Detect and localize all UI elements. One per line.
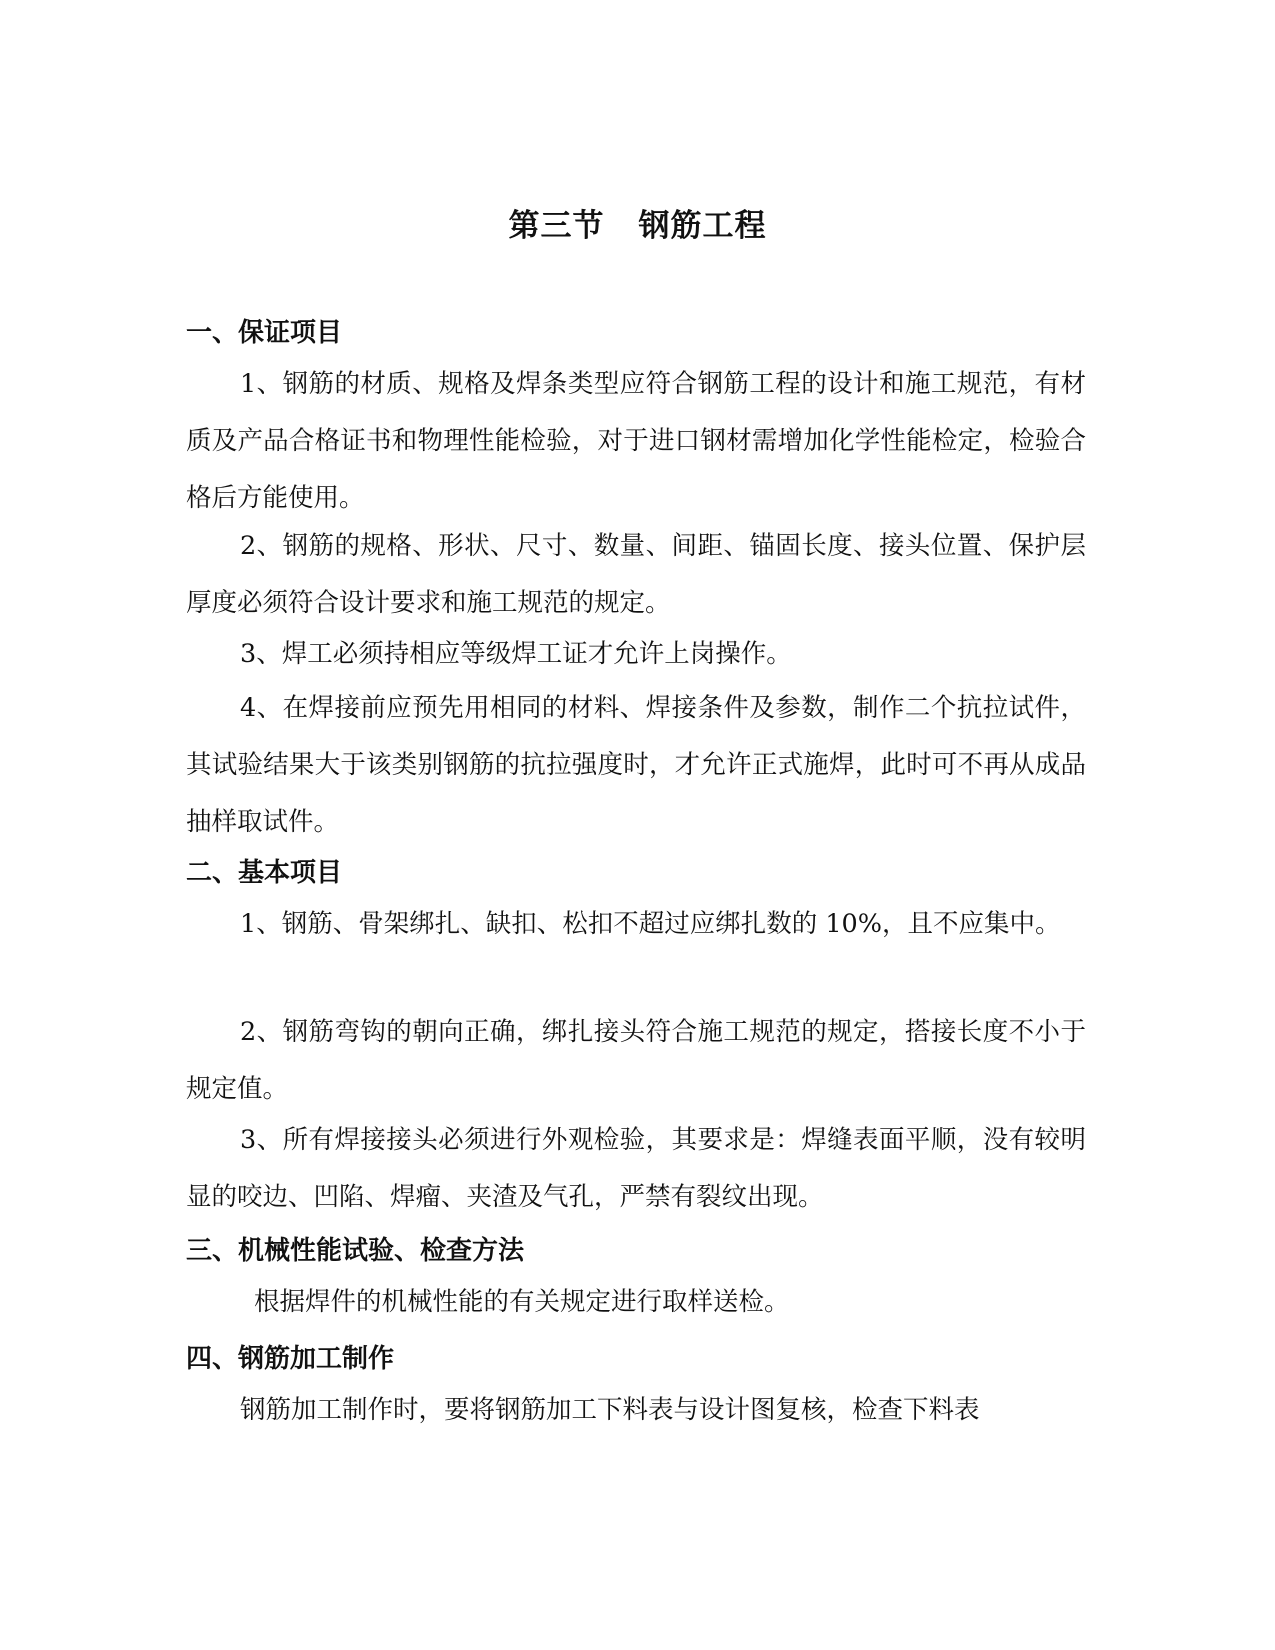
section-heading-4: 四、钢筋加工制作 — [186, 1344, 395, 1374]
paragraph-2-3: 3、所有焊接接头必须进行外观检验，其要求是：焊缝表面平顺，没有较明显的咬边、凹陷、焊瘤、夹渣及气孔，严禁有裂纹出现。 — [186, 1125, 1086, 1212]
section-heading-2: 二、基本项目 — [186, 858, 343, 888]
title-section-name: 钢筋工程 — [638, 208, 767, 244]
paragraph-2-2: 2、钢筋弯钩的朝向正确，绑扎接头符合施工规范的规定，搭接长度不小于规定值。 — [186, 1017, 1086, 1104]
paragraph-4-1: 钢筋加工制作时，要将钢筋加工下料表与设计图复核，检查下料表 — [240, 1395, 980, 1425]
section-heading-3: 三、机械性能试验、检查方法 — [186, 1236, 525, 1266]
paragraph-1-1: 1、钢筋的材质、规格及焊条类型应符合钢筋工程的设计和施工规范，有材质及产品合格证书和物理性能检验，对于进口钢材需增加化学性能检定，检验合格后方能使用。 — [186, 369, 1086, 513]
paragraph-3-1: 根据焊件的机械性能的有关规定进行取样送检。 — [254, 1287, 790, 1317]
paragraph-1-4: 4、在焊接前应预先用相同的材料、焊接条件及参数，制作二个抗拉试件，其试验结果大于该类别钢筋的抗拉强度时，才允许正式施焊，此时可不再从成品抽样取试件。 — [186, 693, 1086, 837]
paragraph-1-2: 2、钢筋的规格、形状、尺寸、数量、间距、锚固长度、接头位置、保护层厚度必须符合设计要求和施工规范的规定。 — [186, 531, 1086, 618]
paragraph-1-3: 3、焊工必须持相应等级焊工证才允许上岗操作。 — [240, 639, 792, 669]
paragraph-2-1: 1、钢筋、骨架绑扎、缺扣、松扣不超过应绑扎数的 10%，且不应集中。 — [240, 909, 1061, 939]
page-title — [0, 200, 1275, 245]
section-heading-1: 一、保证项目 — [186, 318, 343, 348]
title-section-number: 第三节 — [508, 208, 605, 244]
